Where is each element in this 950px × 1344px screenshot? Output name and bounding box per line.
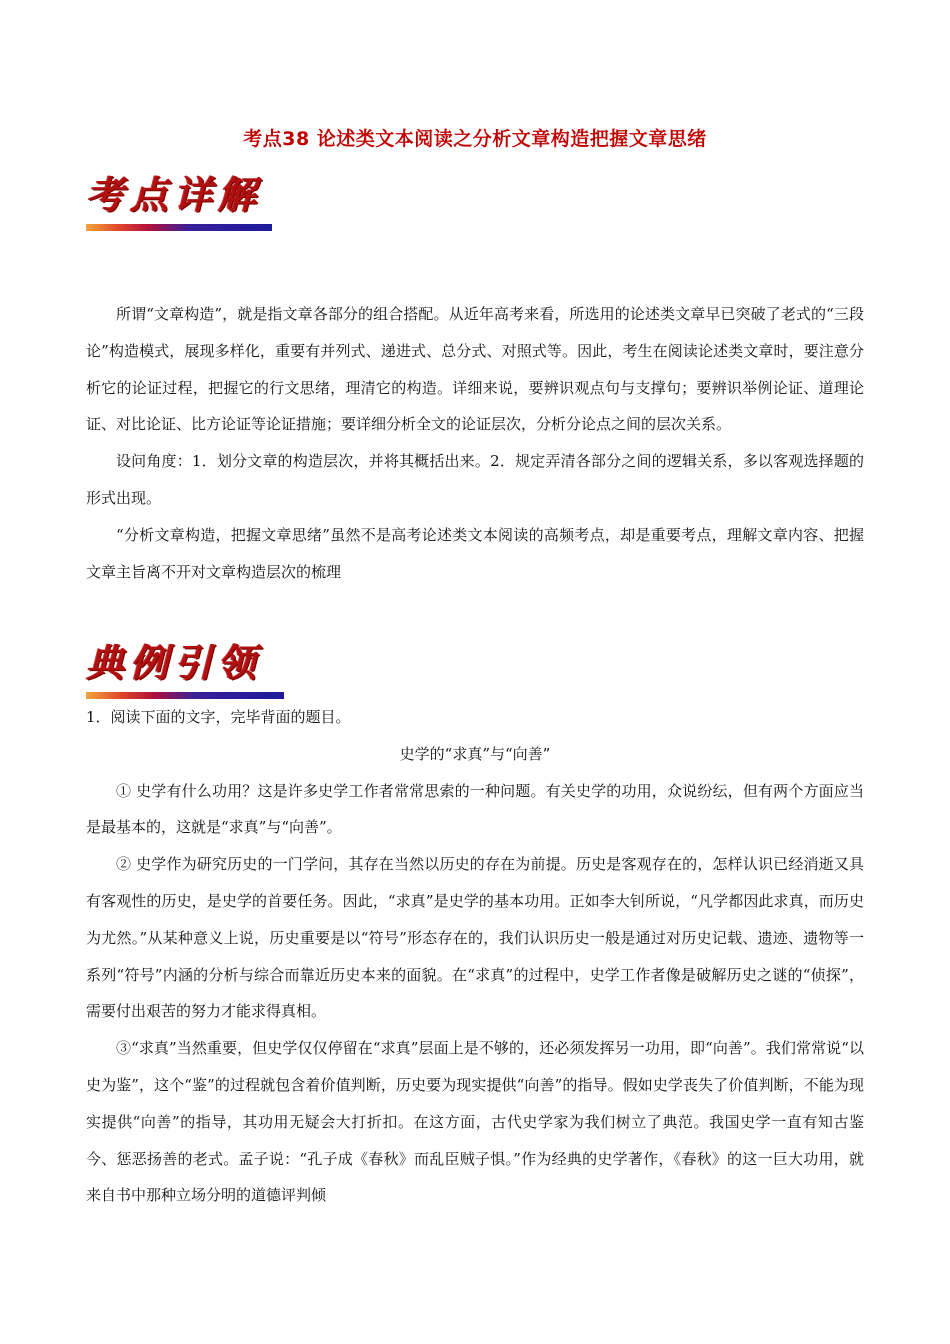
paragraph: 所谓“文章构造”，就是指文章各部分的组合搭配。从近年高考来看，所选用的论述类文章早已突破了老式的“三段论”构造模式，展现多样化，重要有并列式、递进式、总分式、对照式等。因此，考生在阅读论述类文章时，要注意分析它的论证过程，把握它的行文思绪，理清它的构造。详细来说，要辨识观点句与支撑句；要辨识举例论证、道理论证、对比论证、比方论证等论证措施；要详细分析全文的论证层次，分析分论点之间的层次关系。 <box>86 305 864 434</box>
banner-underline <box>86 692 284 699</box>
banner-label: 考点详解 <box>86 173 263 217</box>
paragraph: ① 史学有什么功用？这是许多史学工作者常常思索的一种问题。有关史学的功用，众说纷纭，但有两个方面应当是最基本的，这就是“求真”与“向善”。 <box>86 781 864 837</box>
paragraph: “分析文章构造，把握文章思绪”虽然不是高考论述类文本阅读的高频考点，却是重要考点，理解文章内容、把握文章主旨离不开对文章构造层次的梳理 <box>86 525 864 581</box>
page-title: 考点38 论述类文本阅读之分析文章构造把握文章思绪 <box>243 128 707 150</box>
paragraph: 设问角度：1．划分文章的构造层次，并将其概括出来。2．规定弄清各部分之间的逻辑关系，多以客观选择题的形式出现。 <box>86 452 864 507</box>
question-instruction: 1．阅读下面的文字，完毕背面的题目。 <box>86 708 351 726</box>
banner-underline <box>86 224 272 231</box>
section-explanation <box>86 296 864 590</box>
section-example <box>86 699 864 1214</box>
paragraph: ③“求真”当然重要，但史学仅仅停留在“求真”层面上是不够的，还必须发挥另一功用，即“向善”。我们常常说“以史为鉴”，这个“鉴”的过程就包含着价值判断，历史要为现实提供“向善”的指导。假如史学丧失了价值判断，不能为现实提供“向善”的指导，其功用无疑会大打折扣。在这方面，古代史学家为我们树立了典范。我国史学一直有知古鉴今、惩恶扬善的老式。孟子说：“孔子成《春秋》而乱臣贼子惧。”作为经典的史学著作，《春秋》的这一巨大功用，就来自书中那种立场分明的道德评判倾 <box>86 1039 864 1205</box>
article-title: 史学的“求真”与“向善” <box>399 744 551 763</box>
section-banner-example <box>86 640 284 699</box>
section-banner-detail <box>86 172 272 231</box>
paragraph: ② 史学作为研究历史的一门学问，其存在当然以历史的存在为前提。历史是客观存在的，怎样认识已经消逝又具有客观性的历史，是史学的首要任务。因此，“求真”是史学的基本功用。正如李大钊所说，“凡学都因此求真，而历史为尤然。”从某种意义上说，历史重要是以“符号”形态存在的，我们认识历史一般是通过对历史记载、遗迹、遗物等一系列“符号”内涵的分析与综合而靠近历史本来的面貌。在“求真”的过程中，史学工作者像是破解历史之谜的“侦探”，需要付出艰苦的努力才能求得真相。 <box>86 855 864 1021</box>
banner-label: 典例引领 <box>86 641 263 685</box>
